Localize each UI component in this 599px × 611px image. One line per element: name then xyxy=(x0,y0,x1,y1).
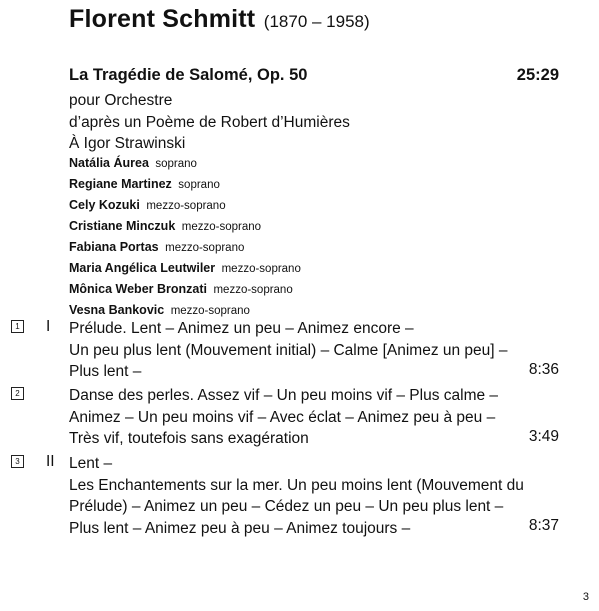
performer-name: Cely Kozuki xyxy=(69,198,140,212)
track-row xyxy=(0,453,599,541)
work-duration: 25:29 xyxy=(516,66,559,84)
performer-list xyxy=(69,153,301,321)
track-line: Danse des perles. Assez vif – Un peu moins vif – Plus calme – xyxy=(69,387,499,404)
track-description xyxy=(69,385,498,450)
track-number-box: 1 xyxy=(11,320,24,333)
performer-item xyxy=(69,279,301,300)
track-line: Plus lent – Animez peu à peu – Animez toujours – xyxy=(69,519,411,537)
performer-item xyxy=(69,216,301,237)
performer-name: Vesna Bankovic xyxy=(69,303,165,317)
track-line: Un peu plus lent (Mouvement initial) – Calme [Animez un peu] – xyxy=(69,341,508,359)
track-duration: 8:37 xyxy=(528,517,559,534)
performer-name: Cristiane Minczuk xyxy=(69,219,176,233)
work-title: La Tragédie de Salomé, Op. 50 xyxy=(69,66,308,84)
performer-voice: mezzo-soprano xyxy=(146,200,226,212)
composer-heading xyxy=(69,5,370,34)
track-line: Les Enchantements sur la mer. Un peu moins lent (Mouvement du xyxy=(69,476,524,494)
performer-voice: soprano xyxy=(155,158,197,170)
track-description xyxy=(69,318,508,383)
track-row xyxy=(0,318,599,384)
performer-name: Fabiana Portas xyxy=(69,240,159,254)
track-row xyxy=(0,385,599,451)
subtitle-line: À Igor Strawinski xyxy=(69,135,186,152)
track-line: Animez – Un peu moins vif – Avec éclat – Animez peu à peu – xyxy=(69,408,496,426)
subtitle-line: pour Orchestre xyxy=(69,92,173,109)
performer-item xyxy=(69,174,301,195)
performer-voice: mezzo-soprano xyxy=(213,284,293,296)
performer-item xyxy=(69,258,301,279)
track-line: Prélude) – Animez un peu – Cédez un peu – Un peu plus lent – xyxy=(69,498,504,515)
performer-voice: soprano xyxy=(178,179,220,191)
track-number-box: 2 xyxy=(11,387,24,400)
track-part: II xyxy=(46,453,55,470)
track-description xyxy=(69,453,524,539)
performer-name: Mônica Weber Bronzati xyxy=(69,282,207,296)
track-duration: 8:36 xyxy=(528,361,559,378)
track-number-box: 3 xyxy=(11,455,24,468)
performer-item xyxy=(69,237,301,258)
performer-name: Regiane Martinez xyxy=(69,177,172,191)
performer-voice: mezzo-soprano xyxy=(170,305,250,317)
performer-voice: mezzo-soprano xyxy=(165,242,245,254)
performer-name: Maria Angélica Leutwiler xyxy=(69,261,216,275)
track-line: Prélude. Lent – Animez un peu – Animez encore – xyxy=(69,320,414,337)
performer-voice: mezzo-soprano xyxy=(221,263,301,275)
work-subtitle xyxy=(69,90,350,155)
performer-voice: mezzo-soprano xyxy=(181,221,262,233)
track-line: Plus lent – xyxy=(69,363,142,380)
track-line: Très vif, toutefois sans exagération xyxy=(69,430,309,447)
track-line: Lent – xyxy=(69,455,113,472)
performer-item xyxy=(69,153,301,174)
performer-item xyxy=(69,195,301,216)
performer-name: Natália Áurea xyxy=(69,156,149,170)
page-number: 3 xyxy=(582,591,589,603)
track-duration: 3:49 xyxy=(528,428,559,445)
composer-dates: (1870 – 1958) xyxy=(263,12,370,31)
subtitle-line: d’après un Poème de Robert d’Humières xyxy=(69,113,350,131)
track-part: I xyxy=(46,318,51,335)
composer-name: Florent Schmitt xyxy=(69,5,256,33)
